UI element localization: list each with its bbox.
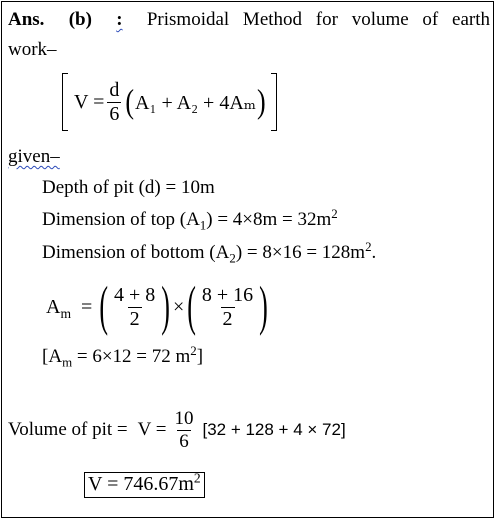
heading-text: Prismoidal Method for volume of earth [146, 9, 490, 30]
prismoidal-formula [62, 72, 277, 132]
option-colon: : [116, 9, 123, 30]
am-fraction-1 [112, 285, 157, 330]
volume-frac-num: 10 [174, 407, 194, 429]
am-lhs: $A_m$ [46, 295, 72, 321]
formula-right-bracket [271, 73, 277, 131]
am-result-line: [$A_m = 6\times 12 = 72$ $m^2$] [42, 342, 204, 370]
am-frac2-den: 2 [222, 307, 233, 330]
am-calculation [46, 276, 269, 338]
am-times: × [172, 295, 185, 318]
formula-left-bracket [62, 73, 68, 131]
am-equals: = [81, 295, 93, 318]
ans-label: Ans. [8, 9, 45, 30]
am-frac2-num: 8 + 16 [201, 283, 254, 306]
am-paren-close-2: ) [259, 275, 268, 337]
formula-close-paren: ) [257, 82, 266, 121]
bottom-area-line: Dimension of bottom $(A_2) = 8\times 16 = 128m^2$. [42, 238, 377, 266]
volume-label: Volume of pit = [8, 419, 128, 440]
heading-line-2: work– [8, 39, 57, 60]
am-frac1-num: 4 + 8 [113, 283, 156, 306]
formula-lhs: V = [74, 90, 105, 113]
am-fraction-2 [200, 285, 255, 330]
am-paren-open-1: ( [99, 275, 108, 337]
top-area-line: Dimension of top $(A_1) = 4\times 8m = 32m^2$ [42, 205, 338, 233]
am-frac1-den: 2 [129, 307, 140, 330]
given-label: given– [8, 146, 60, 167]
volume-lhs: V = [137, 419, 167, 440]
volume-line [8, 402, 346, 458]
heading-line-1 [8, 9, 490, 31]
formula-frac-num: d [109, 78, 120, 101]
volume-fraction [172, 409, 195, 452]
am-paren-close-1: ) [161, 275, 170, 337]
am-paren-open-2: ( [187, 275, 196, 337]
formula-open-paren: ( [125, 82, 135, 121]
volume-bracket-expression: [32 + 128 + 4 × 72] [202, 420, 346, 439]
formula-frac-den: 6 [109, 102, 120, 125]
final-answer [84, 472, 205, 498]
depth-line: Depth of pit (d) = 10m [42, 177, 215, 198]
formula-fraction [107, 80, 121, 125]
final-answer-box: $V = 746.67m^2$ [84, 472, 205, 498]
formula-body: A₁ + A₂ + 4Aₘ [135, 91, 257, 114]
volume-frac-den: 6 [179, 430, 189, 452]
option-label: (b) [68, 9, 92, 30]
